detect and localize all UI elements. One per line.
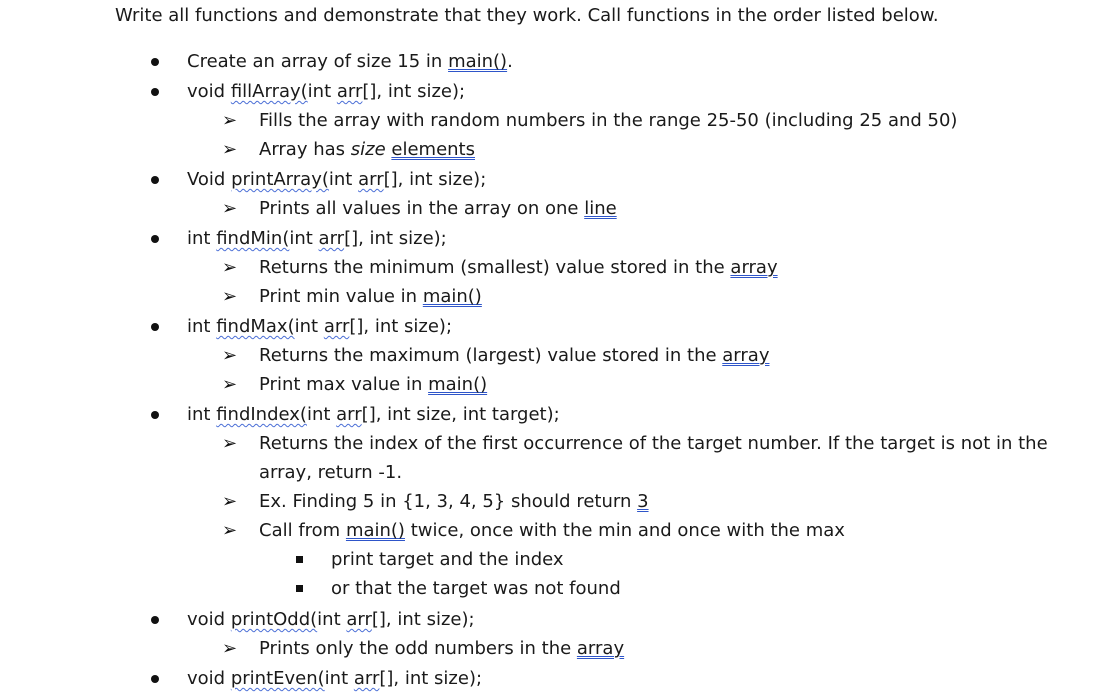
bullet-dot — [151, 411, 159, 419]
item-print-even: void printEven(int arr[], int size); — [187, 668, 483, 689]
index-sub-3b: or that the target was not found — [331, 578, 621, 599]
max-sub-1: Returns the maximum (largest) value stored in the array — [259, 345, 770, 366]
arrow-bullet-icon: ➢ — [222, 520, 238, 541]
item-print-odd: void printOdd(int arr[], int size); — [187, 609, 475, 630]
fill-sub-2: Array has size elements — [259, 139, 475, 160]
arrow-bullet-icon: ➢ — [222, 198, 238, 219]
bullet-dot — [151, 323, 159, 331]
index-sub-3: Call from main() twice, once with the min and once with the max — [259, 520, 845, 541]
arrow-bullet-icon: ➢ — [222, 433, 238, 454]
item-find-max: int findMax(int arr[], int size); — [187, 316, 453, 337]
item-create-array: Create an array of size 15 in main(). — [187, 51, 513, 72]
arrow-bullet-icon: ➢ — [222, 374, 238, 395]
arrow-bullet-icon: ➢ — [222, 286, 238, 307]
index-sub-1-cont: array, return -1. — [259, 462, 403, 483]
print-sub-1: Prints all values in the array on one line — [259, 198, 617, 219]
arrow-bullet-icon: ➢ — [222, 638, 238, 659]
bullet-dot — [151, 616, 159, 624]
bullet-dot — [151, 58, 159, 66]
square-bullet — [296, 585, 303, 592]
index-sub-3a: print target and the index — [331, 549, 564, 570]
arrow-bullet-icon: ➢ — [222, 110, 238, 131]
item-print-array: Void printArray(int arr[], int size); — [187, 169, 487, 190]
arrow-bullet-icon: ➢ — [222, 491, 238, 512]
arrow-bullet-icon: ➢ — [222, 139, 238, 160]
bullet-dot — [151, 235, 159, 243]
main-link: main() — [448, 51, 508, 72]
item-fill-array: void fillArray(int arr[], int size); — [187, 81, 466, 102]
index-sub-1: Returns the index of the first occurrence of the target number. If the target is not in the — [259, 433, 1048, 454]
odd-sub-1: Prints only the odd numbers in the array — [259, 638, 625, 659]
fill-sub-1: Fills the array with random numbers in the range 25-50 (including 25 and 50) — [259, 110, 958, 131]
max-sub-2: Print max value in main() — [259, 374, 488, 395]
instructions-heading: Write all functions and demonstrate that they work. Call functions in the order listed below. — [115, 5, 939, 26]
arr-param: arr — [336, 81, 363, 102]
index-sub-2: Ex. Finding 5 in {1, 3, 4, 5} should return 3 — [259, 491, 649, 512]
item-find-index: int findIndex(int arr[], int size, int target); — [187, 404, 560, 425]
bullet-dot — [151, 675, 159, 683]
min-sub-2: Print min value in main() — [259, 286, 482, 307]
arrow-bullet-icon: ➢ — [222, 345, 238, 366]
arrow-bullet-icon: ➢ — [222, 257, 238, 278]
bullet-dot — [151, 88, 159, 96]
square-bullet — [296, 556, 303, 563]
item-find-min: int findMin(int arr[], int size); — [187, 228, 447, 249]
fn-name: fillArray( — [230, 81, 308, 102]
bullet-dot — [151, 176, 159, 184]
min-sub-1: Returns the minimum (smallest) value stored in the array — [259, 257, 778, 278]
